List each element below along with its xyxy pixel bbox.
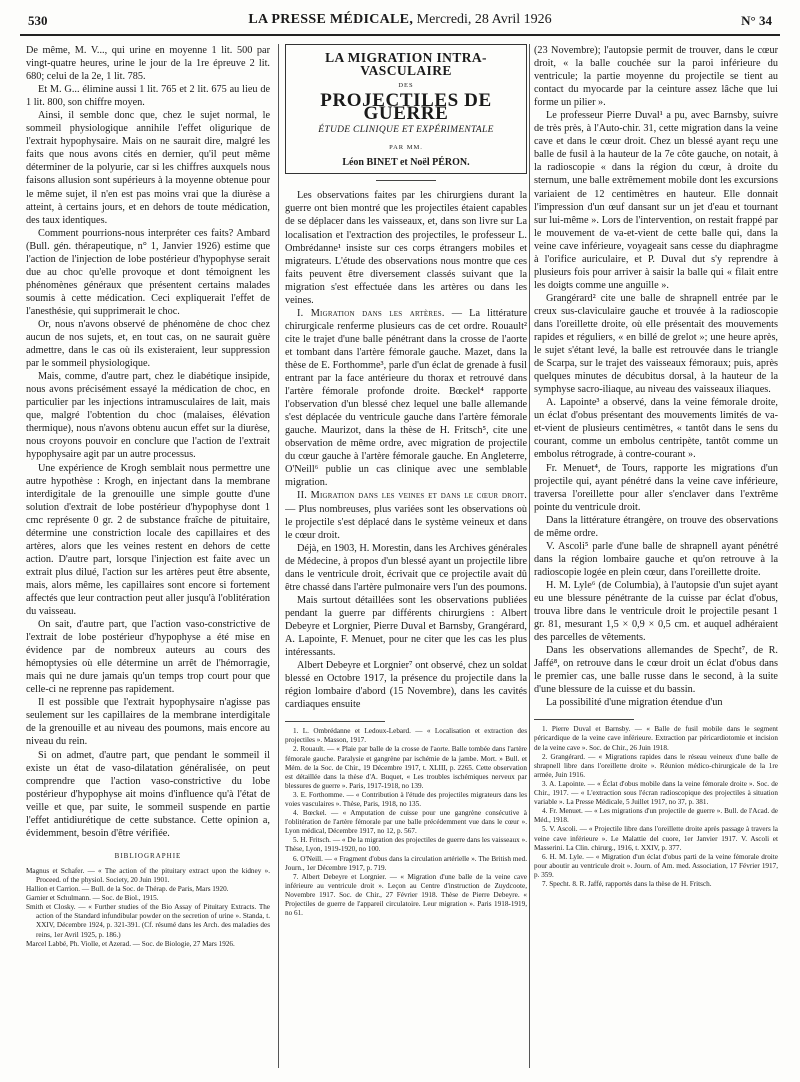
issue-number: N° 34 (741, 13, 772, 28)
page-number: 530 (28, 13, 48, 28)
paragraph: Le professeur Pierre Duval¹ a pu, avec Barnsby, suivre de très près, à l'Auto-chir. 31, cette migration dans la veine cave et dans le cœur droit. Chez un blessé ayant reçu une balle de fusil à la hauteur de la 7e côte gauche, on notait, à la radioscopie « dans la région du cœur, à droite du sternum, une balle extrêmement mobile dont les excursions variaient de 12 centimètres en hauteur. Elle donnait l'impression d'un œuf dansant sur un jet d'eau et tournant sur lui-même ». Lors de l'intervention, on restait frappé par le mouvement de va-et-vient de cette balle qui, dans la veine cave inférieure, voyageait sans cesse du diaphragme à l'orifice auriculaire, et P. Duval dut s'y reprendre à plusieurs fois pour arriver à saisir la balle qui « filait entre les doigts comme une anguille ». (534, 110, 778, 291)
section-paragraph (285, 489, 527, 541)
paragraph: (23 Novembre); l'autopsie permit de trouver, dans le cœur droit, « la balle couchée sur la paroi inférieure du ventricule; la partie moyenne du projectile se tient au contact du myocarde par la ceinture assez lâche que lui forme un pilier ». (534, 45, 778, 109)
paragraph: Ainsi, il semble donc que, chez le sujet normal, le sommeil physiologique annihile l'effet oligurique de l'extrait hypophysaire. Mais on ne saurait dire, malgré les faits que nous avons cités en dernier, qu'il peut même déterminer de la polyurie, car si les chiffres auxquels nous faisons allusion sont supérieurs à la moyenne obtenue pour le même sujet, il n'en est pas moins vrai que la diurèse a atteint, à certains jours, et en dehors de toute médication, des taux identiques. (26, 110, 270, 226)
separator (376, 180, 436, 181)
article-authors: Léon BINET et Noël PÉRON. (342, 157, 470, 169)
paragraph: Les observations faites par les chirurgiens durant la guerre ont bien montré que les projectiles étaient capables de se déplacer dans les vaisseaux, et, dans son livre sur La localisation et l'extraction des projectiles, le professeur L. Ombrédanne¹ insiste sur ces corps étrangers mobiles et migrateurs. L'étude des observations nous montre que ces faits peuvent être diversement classés suivant que la migration s'est effectuée dans les artères ou dans les veines. (285, 190, 527, 306)
bibliography-heading: BIBLIOGRAPHIE (114, 851, 182, 860)
footnotes (534, 725, 778, 889)
footnote: 2. Rouault. — « Plaie par balle de la crosse de l'aorte. Balle tombée dans l'artère fémorale gauche. Paralysie et gangrène par ischémie de la jambe. Mort. » Bull. et Mém. de la Soc. de Chir., 19 Décembre 1917, t. XLIII, p. 2265. Cette observation est détaillée dans la thèse d'A. Buquet, « Les troubles ischémiques nerveux par blessures de guerre ». Paris, 1917-1918, no 139. (285, 745, 527, 790)
article-title-line2: PROJECTILES DE GUERRE (320, 90, 492, 125)
section-heading: I. Migration dans les artères. (297, 307, 445, 319)
paragraph: Dans la littérature étrangère, on trouve des observations de même ordre. (534, 514, 778, 539)
column-rule (529, 44, 530, 1068)
article-title-connector: DES (398, 82, 414, 90)
paragraph: A. Lapointe³ a observé, dans la veine fémorale droite, un éclat d'obus présentant des mouvements limités de va-et-vient de plusieurs centimètres, « tantôt dans le sens du courant, comme un embolus centripète, tantôt comme un embolus rétrograde, à contre-courant ». (534, 397, 778, 461)
footnote: 1. Pierre Duval et Barnsby. — « Balle de fusil mobile dans le segment péricardique de la veine cave inférieure. Extraction par péricardiotomie et incision de la veine cave ». Soc. de Chir., 26 Juin 1918. (534, 725, 778, 752)
column-middle (285, 44, 527, 1068)
footnote: 1. L. Ombrédanne et Ledoux-Lebard. — « Localisation et extraction des projectiles ». Masson, 1917. (285, 727, 527, 745)
paragraph: Mais surtout détaillées sont les observations publiées pendant la guerre par différents chirurgiens : Albert Debeyre et Lorgnier, Pierre Duval et Barnsby, Grangérard, A. Lapointe, F. Menuet, pour ne citer que les cas les plus intéressants. (285, 594, 527, 659)
paragraph: Et M. G... élimine aussi 1 lit. 765 et 2 lit. 675 au lieu de 1 lit. 800, son chiffre moyen. (26, 84, 270, 109)
column-right (534, 44, 778, 1068)
article-title-line1: LA MIGRATION INTRA-VASCULAIRE (325, 50, 487, 79)
paragraph: On sait, d'autre part, que l'action vaso-constrictive de l'extrait de lobe postérieur d'hypophyse a été mise en évidence par de nombreux auteurs au cours des hémoptysies où elle détermine un arrêt de l'hémorragie, mais qui ne dure jamais qu'un temps trop court pour que celle-ci ne reprenne pas rapidement. (26, 619, 270, 696)
bibliography-entry: Hallion et Carrion. — Bull. de la Soc. de Thérap. de Paris, Mars 1920. (26, 885, 229, 894)
footnote: 3. E. Forthomme. — « Contribution à l'étude des projectiles migrateurs dans les voies vasculaires ». Thèse, Paris, 1918, no 135. (285, 790, 527, 808)
issue-date: Mercredi, 28 Avril 1926 (413, 12, 552, 27)
byline-par: PAR MM. (389, 144, 423, 152)
paragraph: Mais, comme, d'autre part, chez le diabétique insipide, nous avons précisément essayé la médication de choc, en particulier par les injections intramusculaires de lait, mais que, malgré l'obtention du choc (malaises, élévation thermique), nous n'avons obtenu aucun effet sur la diurèse, nous croyons pouvoir en conclure que l'action de l'extrait hypophysaire agit par un autre processus. (26, 371, 270, 461)
paragraph: Si on admet, d'autre part, que pendant le sommeil il existe un état de vaso-dilatation généralisée, on peut comprendre que l'action vaso-constrictive du lobe postérieur d'hypophyse ait moins d'influence qu'à l'état de veille et que, par suite, le sommeil suspende en partie l'effet antidiurétique de cette substance. Cette opinion a, évidemment, besoin d'être vérifiée. (26, 749, 270, 839)
paragraph: Comment pourrions-nous interpréter ces faits? Ambard (Bull. gén. thérapeutique, n° 1, Janvier 1926) estime que l'action de l'injection de lobe postérieur d'hypophyse serait due au choc qu'elle provoque et dont témoignent les phénomènes généraux que présentent certains malades soumis à cette médication. Ceci expliquerait l'effet de l'anesthésie, qui supprimerait le choc. (26, 227, 270, 317)
footnote: 4. Bœckel. — « Amputation de cuisse pour une gangrène consécutive à l'oblitération de l'artère fémorale par une balle précédemment vue dans le cœur ». Lyon médical, Décembre 1917, no 12, p. 567. (285, 809, 527, 836)
paragraph: Une expérience de Krogh semblait nous permettre une autre hypothèse : Krogh, en injectant dans la membrane interdigitale de la grenouille une simple goutte d'une solution d'extrait de lobe postérieur d'hypophyse dont 1 cmc représente 0 gr. 2 de substance fraîche de pituitaire, détermine une constriction locale des capillaires et des artères, alors que les veines restent en dehors de cette action. D'autre part, lorsque l'injection est faite avec un extrait plus dilué, l'action sur les artères peut être absente, mais, alors même, les capillaires sont encore si fortement affectés que leur contraction peut aller jusqu'à l'oblitération du vaisseau. (26, 462, 270, 618)
footnote: 7. Albert Debeyre et Lorgnier. — « Migration d'une balle de la veine cave inférieure au ventricule droit ». Leçon au Centre d'instruction de Zuydcoote, Novembre 1917. Soc. de Chir., 27 Février 1918. Thèse de Pierre Debeyre. « Projectiles de guerre de l'appareil circulatoire. Leur migration ». Paris 1918-1919, no 61. (285, 872, 527, 918)
footnote: 3. A. Lapointe. — « Éclat d'obus mobile dans la veine fémorale droite ». Soc. de Chir., 1917. — « L'extraction sous l'écran radioscopique des projectiles à situation variable ». La Presse Médicale, 5 Juillet 1917, no 37, p. 381. (534, 779, 778, 807)
section-text: — Plus nombreuses, plus variées sont les observations où le projectile s'est déplacé dans le système veineux et dans le cœur droit. (285, 503, 527, 541)
paragraph: Or, nous n'avons observé de phénomène de choc chez aucun de nos sujets, et, en tout cas, on ne saurait guère admettre, dans le cas où ils existeraient, leur suppression par le sommeil physiologique. (26, 318, 270, 370)
bibliography-entry: Marcel Labbé, Ph. Violle, et Azerad. — Soc. de Biologie, 27 Mars 1926. (26, 939, 235, 948)
article-title-box (285, 44, 527, 174)
page-header (20, 10, 780, 36)
paragraph: La possibilité d'une migration étendue d'un (546, 697, 723, 709)
footnote-rule (534, 719, 634, 720)
paragraph: Déjà, en 1903, H. Morestin, dans les Archives générales de Médecine, à propos d'un blessé ayant un projectile libre dans le ventricule droit, écrivait que ce projectile avait dû être chassé dans l'artère pulmonaire vers l'un des poumons. (285, 542, 527, 593)
footnote: 7. Specht. 8. R. Jaffé, rapportés dans la thèse de H. Fritsch. (542, 879, 712, 888)
paragraph: V. Ascoli⁵ parle d'une balle de shrapnell ayant pénétré dans la région lombaire gauche et qu'on retrouve à la radioscopie logée en plein cœur, dans l'oreillette droite. (534, 540, 778, 578)
running-title (20, 12, 780, 28)
column-left (26, 44, 270, 1068)
footnote: 5. V. Ascoli. — « Projectile libre dans l'oreillette droite après passage à travers la veine cave inférieure ». Le Malattie del cuore, 1er Janvier 1917. V. Ascoli et Masserini. La Clin. chirurg., 1916, t. XXIV, p. 377. (534, 825, 778, 852)
paragraph: Grangérard² cite une balle de shrapnell entrée par le creux sus-claviculaire gauche et trouvée à la radioscopie dans l'oreillette droite, où elle présentait des mouvements rapides et réguliers, « en billé de grelot »; une heure après, le sujet s'étant levé, la balle est retrouvée dans le triangle de Scarpa, sur le trajet des vaisseaux fémoraux; puis, après quelques minutes de décubitus dorsal, à la hauteur de la symphyse sacro-iliaque, au niveau des vaisseaux iliaques. (534, 292, 778, 396)
paragraph: Il est possible que l'extrait hypophysaire n'agisse pas seulement sur les capillaires de la membrane interdigitale de la grenouille et au niveau des poumons, mais encore au niveau du rein. (26, 697, 270, 748)
section-text: — La littérature chirurgicale renferme plusieurs cas de cet ordre. Rouault² cite le trajet d'une balle pénétrant dans la crosse de l'aorte et tombant dans l'artère fémorale gauche. Mazet, dans la thèse de E. Forthomme³, parle d'un éclat de grenade à fusil entrant par la face antérieure du thorax et retrouvé dans l'artère fémorale profonde droite. Bœckel⁴ rapporte l'observation d'un blessé chez lequel une balle allemande s'est déplacée du ventricule gauche dans l'artère fémorale gauche. Maurizot, dans la thèse de H. Fritsch⁵, cite une observation de même ordre, avec migration de projectile du cœur gauche à l'artère fémorale gauche. En Angleterre, O'Neill⁶ publie un cas clinique avec une semblable migration. (285, 307, 527, 489)
footnotes (285, 727, 527, 918)
bibliography-entry: Garnier et Schulmann. — Soc. de Biol., 1915. (26, 894, 159, 903)
column-rule (278, 44, 279, 1068)
paragraph: Dans les observations allemandes de Specht⁷, de R. Jaffé⁸, on retrouve dans le cœur droit un éclat d'obus dans le premier cas, une balle russe dans le second, à la suite d'une blessure de la cuisse et du bassin. (534, 645, 778, 696)
bibliography-entry: Magnus et Schafer. — « The action of the pituitary extract upon the kidney ». Proceed. of the physiol. Society, 20 Juin 1901. (26, 866, 270, 884)
journal-name: LA PRESSE MÉDICALE, (248, 12, 414, 27)
bibliography-entry: Smith et Closky. — « Further studies of the Bio Assay of Pituitary Extracts. The action of the Standard infundibular powder on the secretion of urine ». Standa, t. XXIV, Décembre 1924, p. 321-391. (Cf. résumé dans les Arch. des maladies des reins, 1er Avril 1925, p. 186.) (26, 903, 270, 939)
footnote: 5. H. Fritsch. — « De la migration des projectiles de guerre dans les vaisseaux ». Thèse, Lyon, 1919-1920, no 100. (285, 836, 527, 854)
bibliography (26, 867, 270, 949)
footnote: 6. O'Neill. — « Fragment d'obus dans la circulation artérielle ». The British med. Journ., 1er Décembre 1917, p. 719. (285, 854, 527, 872)
paragraph: De même, M. V..., qui urine en moyenne 1 lit. 500 par vingt-quatre heures, urine le jour de la 1re épreuve 2 lit. 680; celui de la 2e, 1 lit. 785. (26, 45, 270, 83)
footnote-rule (285, 721, 385, 722)
paragraph: Albert Debeyre et Lorgnier⁷ ont observé, chez un soldat blessé en Octobre 1917, la présence du projectile dans la région lombaire d'abord (15 Novembre), dans les cavités cardiaques ensuite (285, 660, 527, 711)
article-subtitle: ÉTUDE CLINIQUE ET EXPÉRIMENTALE (318, 125, 494, 136)
paragraph: H. M. Lyle⁶ (de Columbia), à l'autopsie d'un sujet ayant eu une blessure pénétrante de la cuisse par éclat d'obus, trouva libre dans le ventricule droit le projectile pesant 1 gr. 81, mesurant 1,5 × 0,9 × 0,5 cm. et auquel adhéraient des parcelles de vêtements. (534, 579, 778, 644)
footnote: 2. Grangérard. — « Migrations rapides dans le réseau veineux d'une balle de shrapnell libre dans l'oreillette droite ». Réunion médico-chirurgicale de la 1re armée, Juin 1916. (534, 752, 778, 779)
section-paragraph (285, 307, 527, 490)
footnote: 4. Fr. Menuet. — « Les migrations d'un projectile de guerre ». Bull. de l'Acad. de Méd., 1918. (534, 807, 778, 825)
paragraph: Fr. Menuet⁴, de Tours, rapporte les migrations d'un projectile qui, ayant pénétré dans la veine cave inférieure, traversa l'oreillette pour aller s'enclaver dans l'extrême pointe du ventricule droit. (534, 462, 778, 513)
footnote: 6. H. M. Lyle. — « Migration d'un éclat d'obus parti de la veine fémorale droite pour aboutir au ventricule droit ». Journ. of Am. med. Association, 17 Février 1917, p. 359. (534, 852, 778, 879)
section-heading: II. Migration dans les veines et dans le cœur droit. (297, 490, 527, 502)
